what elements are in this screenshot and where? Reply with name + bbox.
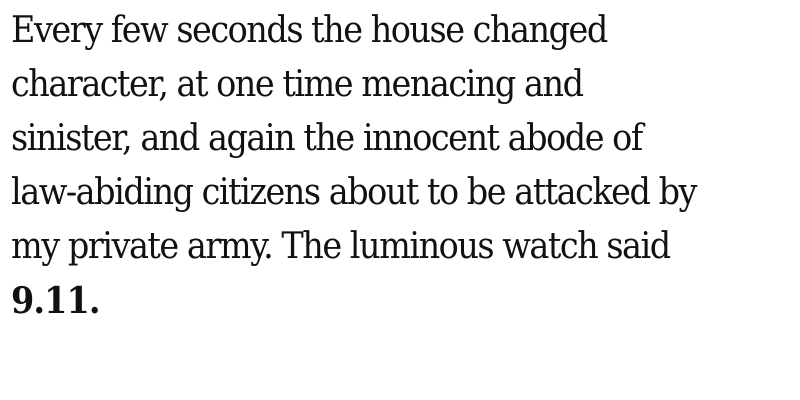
text-line: sinister, and again the innocent abode of	[11, 118, 642, 159]
text-line: character, at one time menacing and	[11, 64, 583, 105]
text-line: Every few seconds the house changed	[11, 10, 607, 51]
text-block	[11, 4, 791, 328]
bold-time-text: 9.11.	[11, 280, 100, 322]
text-line: my private army. The luminous watch said	[11, 226, 670, 267]
text-line: law-abiding citizens about to be attacked by	[11, 172, 696, 213]
